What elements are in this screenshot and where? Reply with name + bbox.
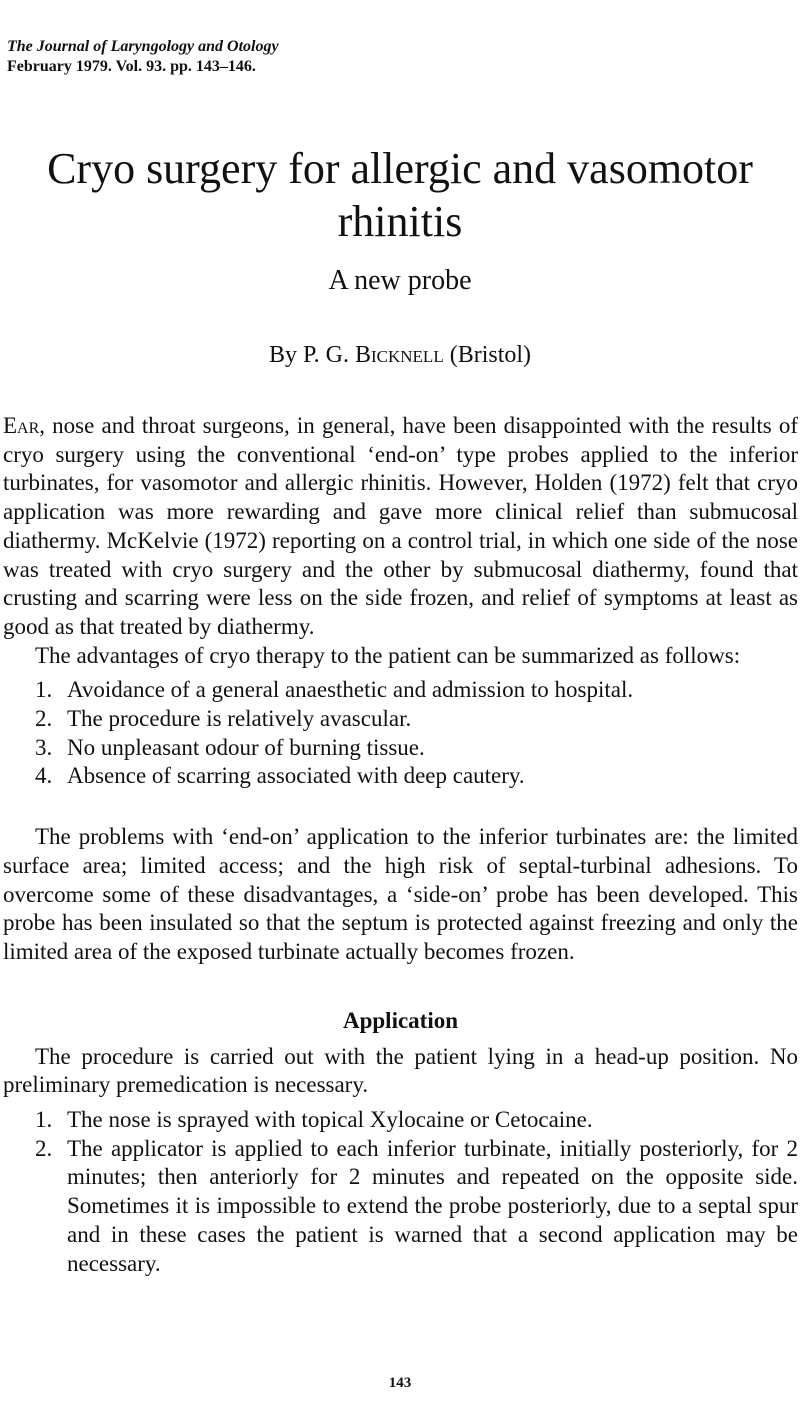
author-location: (Bristol) (449, 342, 532, 368)
list-text: Avoidance of a general anaesthetic and admission to hospital. (67, 677, 634, 703)
issue-prefix: February 1979. Vol. (7, 58, 143, 75)
intro-paragraph-2: The advantages of cryo therapy to the patient can be summarized as follows: (35, 642, 741, 668)
list-number: 2. (35, 1135, 53, 1161)
list-item (3, 1106, 798, 1135)
list-number: 3. (35, 734, 53, 760)
list-number: 4. (35, 763, 53, 789)
journal-name: The Journal of Laryngology and Otology (7, 38, 279, 55)
procedure-steps-list (3, 1106, 798, 1278)
list-item (3, 676, 798, 705)
list-text: The nose is sprayed with topical Xylocaine or Cetocaine. (67, 1107, 593, 1133)
byline (0, 340, 800, 370)
problems-paragraph: The problems with ‘end-on’ application to the inferior turbinates are: the limited surface area; limited access; and the high risk of septal-turbinal adhesions. To overcome some of these disadvantages, a ‘side-on’ probe has been developed. This probe has been insulated so that the septum is protected against freezing and only the limited area of the exposed turbinate actually becomes frozen. (3, 824, 798, 964)
byline-prefix: By P. G. (268, 342, 349, 368)
spacer (3, 797, 798, 823)
list-number: 1. (35, 677, 53, 703)
lead-word: Ear (3, 413, 40, 438)
list-text: The procedure is relatively avascular. (67, 706, 412, 732)
advantages-list (3, 676, 798, 791)
spacer (3, 967, 798, 1007)
list-item (3, 1135, 798, 1279)
volume-number: 93 (146, 58, 163, 75)
author-surname: Bicknell (354, 342, 444, 368)
article-subtitle: A new probe (328, 265, 472, 296)
list-text: The applicator is applied to each inferior turbinate, initially posteriorly, for 2 minutes; then anteriorly for 2 minutes and repeated on the opposite side. Sometimes it is impossible to extend the probe posteriorly, due to a septal spur and in these cases the patient is warned that a second application may be necessary. (67, 1135, 798, 1276)
page-range: . pp. 143–146. (162, 58, 256, 75)
article-title: Cryo surgery for allergic and vasomotor rhinitis (47, 144, 753, 246)
list-number: 2. (35, 706, 53, 732)
list-number: 1. (35, 1107, 53, 1133)
article-body (3, 412, 798, 1284)
application-intro: The procedure is carried out with the patient lying in a head-up position. No preliminary premedication is necessary. (3, 1043, 798, 1098)
journal-header (7, 37, 279, 77)
list-item (3, 734, 798, 763)
page-number: 143 (388, 1375, 412, 1391)
list-item (3, 705, 798, 734)
list-item (3, 762, 798, 791)
intro-paragraph-1 (3, 412, 798, 642)
section-heading-application: Application (342, 1007, 459, 1033)
journal-issue (7, 57, 279, 77)
list-text: No unpleasant odour of burning tissue. (67, 734, 425, 760)
list-text: Absence of scarring associated with deep cautery. (67, 763, 525, 789)
intro-paragraph-1-text: , nose and throat surgeons, in general, have been disappointed with the results of cryo surgery using the conventional ‘end-on’ type probes applied to the inferior turbinates, for vasomotor and allergic rhinitis. However, Holden (1972) felt that cryo application was more rewarding and gave more clinical relief than submucosal diathermy. McKelvie (1972) reporting on a control trial, in which one side of the nose was treated with cryo surgery and the other by submucosal diathermy, found that crusting and scarring were less on the side frozen, and relief of symptoms at least as good as that treated by diathermy. (3, 413, 798, 639)
